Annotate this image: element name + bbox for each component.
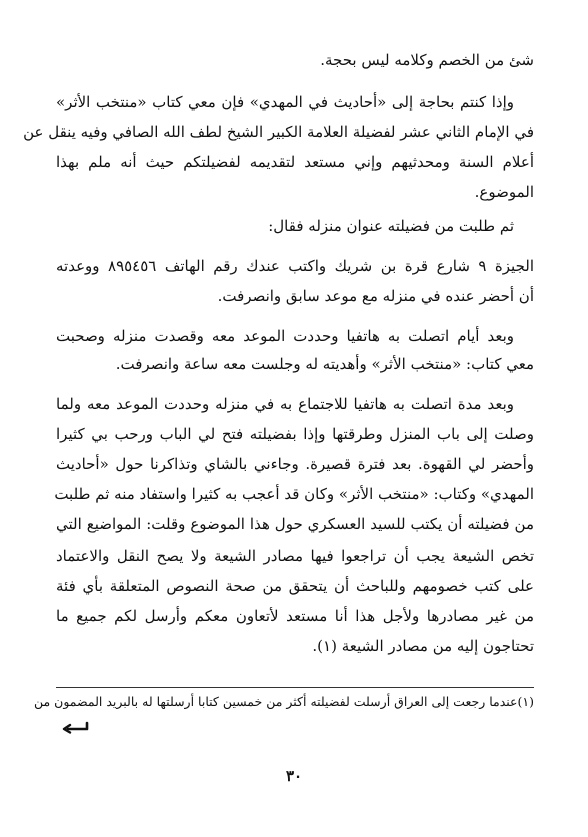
body-line-10: معي كتاب: «منتخب الأثر» وأهديته له وجلست معه ساعة وانصرفت.	[115, 355, 534, 373]
body-line-6: ثم طلبت من فضيلته عنوان منزله فقال:	[268, 217, 514, 235]
body-line-19: تحتاجون إليه من مصادر الشيعة (١).	[312, 637, 534, 655]
body-line-17: على كتب خصومهم وللباحث أن يتحقق من صحة النصوص المتعلقة بأي فئة	[56, 577, 534, 595]
body-line-2: وإذا كنتم بحاجة إلى «أحاديث في المهدي» فإن معي كتاب «منتخب الأثر»	[56, 93, 514, 111]
page-number: ٣٠	[285, 767, 303, 785]
body-line-18: من غير مصادرها ولأجل هذا أنا مستعد لأتعاون معكم وأرسل لكم جميع ما	[56, 607, 534, 625]
body-line-8: أن أحضر عنده في منزله مع موعد سابق وانصرفت.	[217, 287, 534, 305]
continue-arrow-icon	[60, 720, 90, 734]
body-line-3: في الإمام الثاني عشر لفضيلة العلامة الكبير الشيخ لطف الله الصافي وفيه ينقل عن	[23, 123, 534, 141]
body-line-15: من فضيلته أن يكتب للسيد العسكري حول هذا الموضوع وقلت: المواضيع التي	[56, 515, 534, 533]
body-line-1: شئ من الخصم وكلامه ليس بحجة.	[320, 51, 534, 69]
footnote-divider	[56, 687, 534, 688]
body-line-4: أعلام السنة ومحدثيهم وإني مستعد لتقديمه لفضيلتكم حيث أنه ملم بهذا	[56, 153, 534, 171]
footnote-text: (١)عندما رجعت إلى العراق أرسلت لفضيلته أكثر من خمسين كتابا أرسلتها له بالبريد المضمون من	[33, 694, 534, 709]
body-line-12: وصلت إلى باب المنزل وطرقتها وإذا بفضيلته فتح لي الباب ورحب بي كثيرا	[56, 425, 534, 443]
body-line-5: الموضوع.	[474, 183, 534, 201]
body-line-13: وأحضر لي القهوة. بعد فترة قصيرة. وجاءني بالشاي وتذاكرنا حول «أحاديث	[56, 455, 534, 473]
body-line-7: الجيزة ٩ شارع قرة بن شريك واكتب عندك رقم الهاتف ٨٩٥٤٥٦ ووعدته	[56, 257, 534, 275]
body-line-9: وبعد أيام اتصلت به هاتفيا وحددت الموعد معه وقصدت منزله وصحبت	[56, 327, 514, 345]
body-line-16: تخص الشيعة يجب أن تراجعوا فيها مصادر الشيعة ولا يصح النقل والاعتماد	[56, 547, 534, 565]
body-line-11: وبعد مدة اتصلت به هاتفيا للاجتماع به في منزله وحددت الموعد معه ولما	[56, 395, 514, 413]
body-line-14: المهدي» وكتاب: «منتخب الأثر» وكان قد أعجب به كثيرا واستفاد منه ثم طلبت	[54, 485, 534, 503]
